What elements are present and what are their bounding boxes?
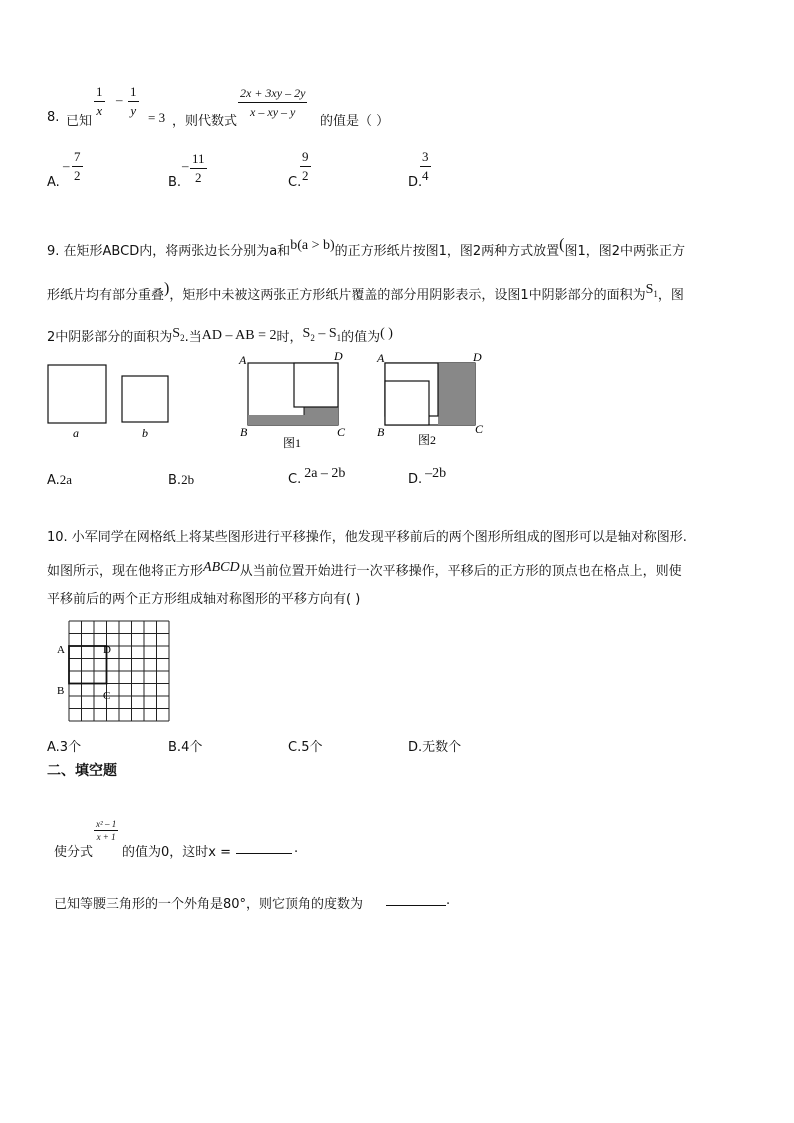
q8-mid: ，则代数式 (172, 114, 238, 129)
svg-text:A: A (57, 644, 65, 656)
figure-2 (376, 350, 484, 447)
svg-text:B: B (240, 425, 248, 439)
svg-text:A: A (239, 353, 247, 367)
q8-number: 8. (47, 110, 60, 125)
q9-line-3: 2中阴影部分的面积为$S_2$.当AD – AB = 2时，$S_2 - S_1$的值为( ) (47, 326, 393, 345)
fill2-answer-blank[interactable] (386, 893, 446, 910)
fig2-shade (438, 363, 475, 425)
q8-tail: 的值是（ ） (320, 114, 390, 129)
svg-text:D: D (103, 644, 111, 656)
square-a (48, 365, 106, 423)
q10-option-a[interactable]: A.3个 (47, 740, 82, 755)
q8-eq: = 3 (148, 110, 166, 125)
q8-minus: – (116, 92, 123, 107)
svg-text:A: A (377, 351, 385, 365)
q10-option-d[interactable]: D.无数个 (408, 740, 462, 755)
q8-lead: 已知 (66, 114, 93, 129)
svg-text:D: D (473, 350, 482, 364)
svg-text:D: D (334, 349, 343, 363)
q9-option-c[interactable]: C. 2a – 2b (288, 466, 346, 487)
square-a-label: a (73, 426, 79, 440)
square-b (122, 376, 168, 422)
fig1-shade-bottom (248, 415, 304, 425)
q8-frac-1y: $\frac{1}{y}$ (130, 84, 137, 118)
fig1-caption: 图1 (283, 436, 302, 450)
svg-text:C: C (103, 690, 111, 702)
square-abcd (69, 646, 107, 684)
square-b-label: b (142, 426, 148, 440)
figure-1 (238, 349, 346, 450)
q10-option-b[interactable]: B.4个 (168, 740, 203, 755)
fill1-fraction: $\frac{\text{x² – 1}}{x + 1}$ (96, 819, 117, 842)
q10-option-c[interactable]: C.5个 (288, 740, 323, 755)
q10-grid-figure (55, 618, 175, 724)
svg-text:B: B (57, 685, 65, 697)
q9-option-d[interactable]: D. –2b (408, 466, 447, 487)
svg-text:B: B (377, 425, 385, 439)
fill1-answer-blank[interactable] (236, 841, 292, 858)
q10-line-1: 10. 小军同学在网格纸上将某些图形进行平移操作，他发现平移前后的两个图形所组成的图形可以是轴对称图形. (47, 530, 687, 545)
q9-option-b[interactable]: B.2b (168, 472, 195, 488)
fig2-caption: 图2 (418, 433, 437, 447)
svg-text:C: C (337, 425, 346, 439)
q8-frac-1x: $\frac{1}{x}$ (96, 84, 103, 118)
q8-expression: $\frac{2x + 3xy - 2y}{x - xy - y}$ (240, 86, 306, 119)
q9-option-a[interactable]: A.2a (47, 472, 73, 488)
q10-line-3: 平移前后的两个正方形组成轴对称图形的平移方向有( ) (47, 592, 361, 607)
q9-line-2: 形纸片均有部分重叠)，矩形中未被这两张正方形纸片覆盖的部分用阴影表示，设图1中阴影部分的面积为$S_1$，图 (47, 280, 684, 303)
q10-line-2: 如图所示，现在他将正方形ABCD从当前位置开始进行一次平移操作，平移后的正方形的顶点也在格点上，则使 (47, 560, 682, 579)
q9-line-1: 9. 在矩形ABCD内，将两张边长分别为a和b(a > b)的正方形纸片按图1，图2两种方式放置(图1，图2中两张正方 (47, 236, 686, 259)
svg-text:C: C (475, 422, 484, 436)
section-2-title: 二、填空题 (47, 763, 117, 779)
q9-figures (40, 349, 484, 455)
fig1-shade-corner (304, 407, 338, 425)
